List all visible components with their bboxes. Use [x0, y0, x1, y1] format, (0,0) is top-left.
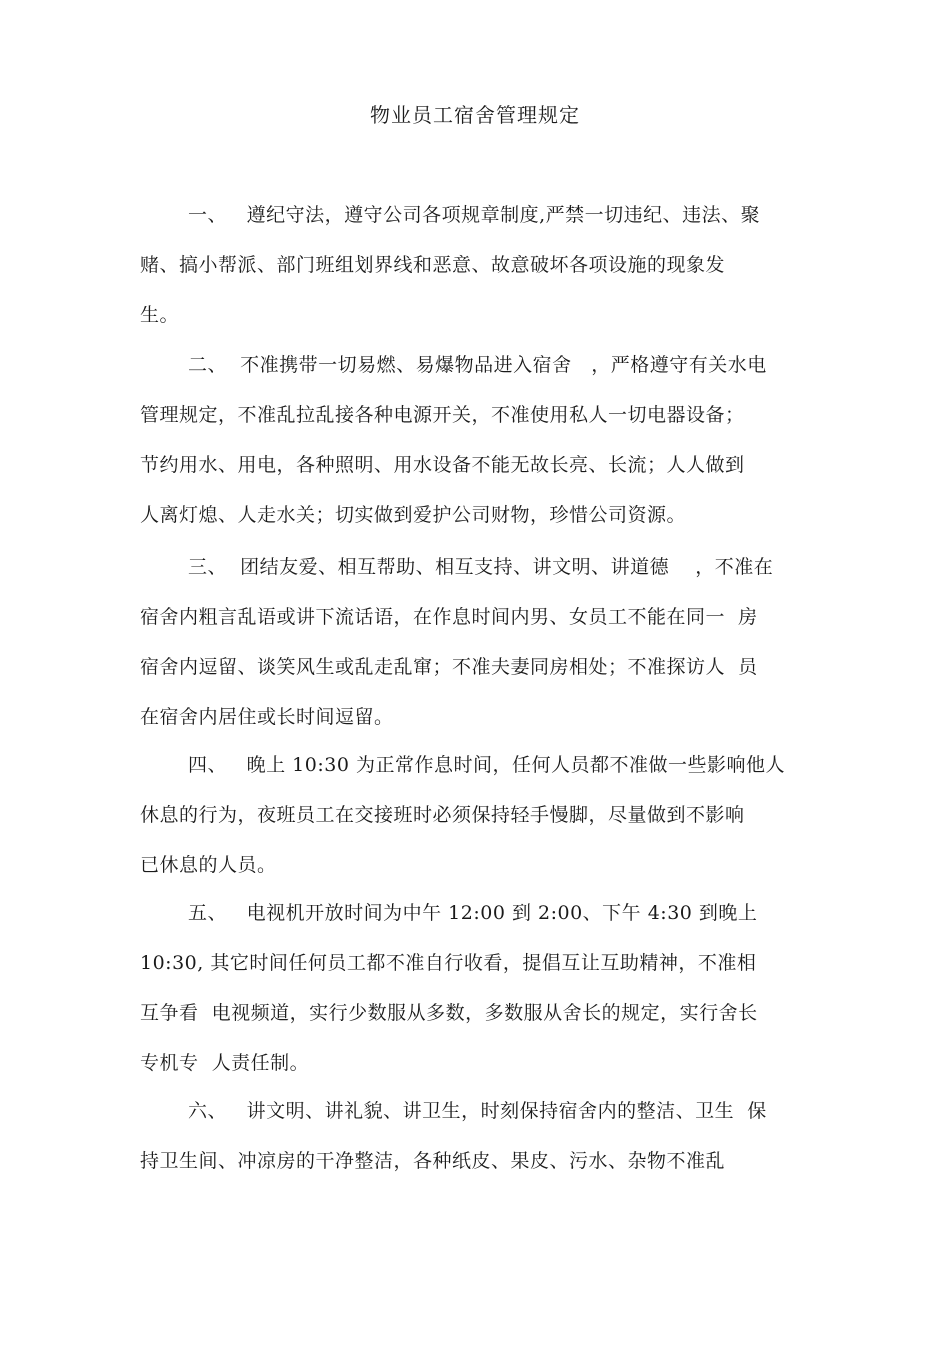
paragraph-5 — [140, 888, 820, 1088]
paragraph-4 — [140, 740, 820, 890]
paragraph-line: 人离灯熄、人走水关；切实做到爱护公司财物，珍惜公司资源。 — [140, 504, 687, 526]
paragraph-line: 宿舍内粗言乱语或讲下流话语，在作息时间内男、女员工不能在同一 房 — [140, 606, 758, 628]
paragraph-line: 专机专 人责任制。 — [140, 1052, 310, 1074]
document-title: 物业员工宿舍管理规定 — [370, 103, 580, 127]
paragraph-line: 互争看 电视频道，实行少数服从多数，多数服从舍长的规定，实行舍长 — [140, 1002, 758, 1024]
paragraph-line: 休息的行为，夜班员工在交接班时必须保持轻手慢脚，尽量做到不影响 — [140, 804, 745, 826]
paragraph-line: 持卫生间、冲凉房的干净整洁，各种纸皮、果皮、污水、杂物不准乱 — [140, 1150, 726, 1172]
paragraph-line: 四、 晚上 10:30 为正常作息时间，任何人员都不准做一些影响他人 — [188, 754, 785, 776]
paragraph-3 — [140, 542, 820, 742]
paragraph-line: 六、 讲文明、讲礼貌、讲卫生，时刻保持宿舍内的整洁、卫生 保 — [188, 1100, 767, 1122]
paragraph-line: 赌、搞小帮派、部门班组划界线和恶意、故意破坏各项设施的现象发 — [140, 254, 726, 276]
paragraph-line: 在宿舍内居住或长时间逗留。 — [140, 706, 394, 728]
paragraph-line: 宿舍内逗留、谈笑风生或乱走乱窜；不准夫妻同房相处；不准探访人 员 — [140, 656, 758, 678]
paragraph-2 — [140, 340, 820, 540]
paragraph-line: 10:30, 其它时间任何员工都不准自行收看，提倡互让互助精神，不准相 — [140, 952, 757, 974]
paragraph-line: 节约用水、用电，各种照明、用水设备不能无故长亮、长流；人人做到 — [140, 454, 745, 476]
paragraph-line: 管理规定，不准乱拉乱接各种电源开关，不准使用私人一切电器设备； — [140, 404, 745, 426]
paragraph-1 — [140, 190, 820, 340]
paragraph-line: 一、 遵纪守法，遵守公司各项规章制度,严禁一切违纪、违法、聚 — [188, 204, 761, 226]
paragraph-line: 三、 团结友爱、相互帮助、相互支持、讲文明、讲道德 ，不准在 — [188, 556, 774, 578]
paragraph-line: 五、 电视机开放时间为中午 12:00 到 2:00、下午 4:30 到晚上 — [188, 902, 758, 924]
paragraph-6 — [140, 1086, 820, 1186]
paragraph-line: 二、 不准携带一切易燃、易爆物品进入宿舍 ，严格遵守有关水电 — [188, 354, 767, 376]
paragraph-line: 生。 — [140, 304, 180, 326]
paragraph-line: 已休息的人员。 — [140, 854, 277, 876]
